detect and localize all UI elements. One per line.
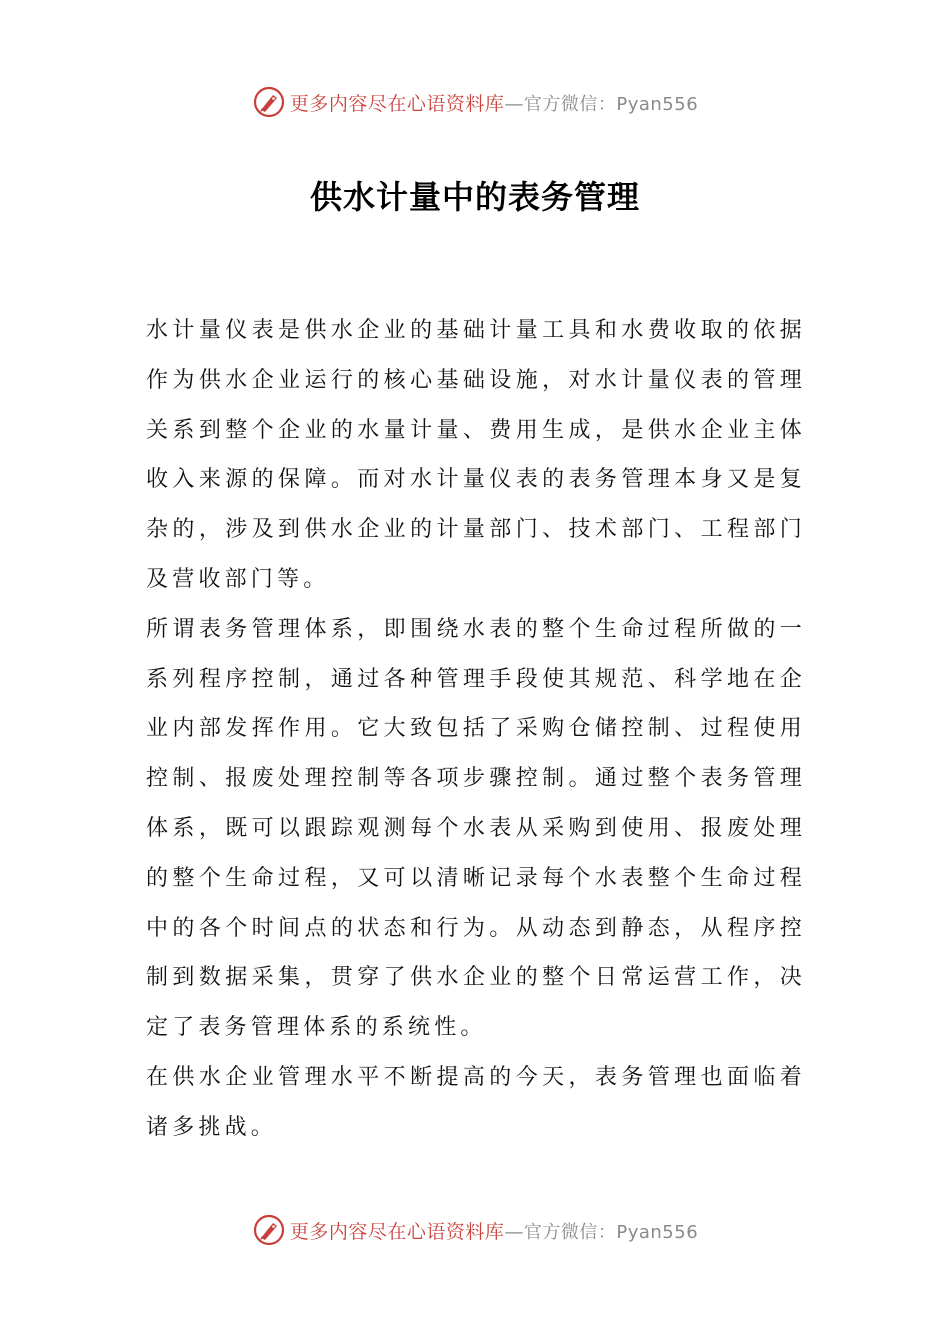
document-title: 供水计量中的表务管理 (309, 178, 640, 216)
paragraph: 水计量仪表是供水企业的基础计量工具和水费收取的依据作为供水企业运行的核心基础设施，对水计量仪表的管理关系到整个企业的水量计量、费用生成，是供水企业主体收入来源的保障。而对水计量仪表的表务管理本身又是复杂的，涉及到供水企业的计量部门、技术部门、工程部门及营收部门等。 (146, 318, 806, 592)
document-body (146, 306, 806, 1153)
watermark-text: 更多内容尽在心语资料库—官方微信：Pyan556 (289, 92, 699, 115)
pen-nib-logo-icon (252, 1213, 286, 1247)
pen-nib-logo-icon (252, 85, 286, 119)
paragraph: 在供水企业管理水平不断提高的今天，表务管理也面临着诸多挑战。 (146, 1064, 806, 1140)
watermark-text: 更多内容尽在心语资料库—官方微信：Pyan556 (289, 1220, 699, 1243)
watermark-header (0, 82, 950, 122)
watermark-footer (0, 1210, 950, 1250)
paragraph: 所谓表务管理体系，即围绕水表的整个生命过程所做的一系列程序控制，通过各种管理手段使其规范、科学地在企业内部发挥作用。它大致包括了采购仓储控制、过程使用控制、报废处理控制等各项步骤控制。通过整个表务管理体系，既可以跟踪观测每个水表从采购到使用、报废处理的整个生命过程，又可以清晰记录每个水表整个生命过程中的各个时间点的状态和行为。从动态到静态，从程序控制到数据采集，贯穿了供水企业的整个日常运营工作，决定了表务管理体系的系统性。 (146, 616, 806, 1041)
